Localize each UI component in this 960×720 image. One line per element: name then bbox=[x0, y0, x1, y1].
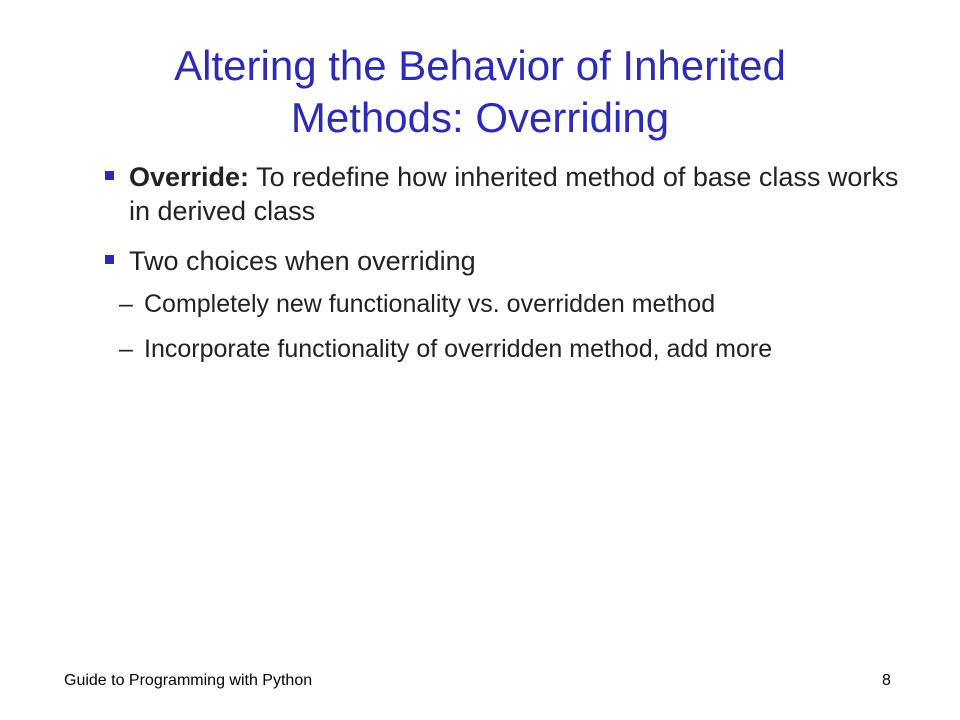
square-bullet-icon bbox=[105, 255, 114, 264]
slide-title-line-2: Methods: Overriding bbox=[290, 94, 670, 141]
sub-bullet-text: Incorporate functionality of overridden method, add more bbox=[144, 335, 773, 363]
slide-content bbox=[105, 160, 905, 378]
bullet-override bbox=[105, 160, 905, 228]
footer-book-title: Guide to Programming with Python bbox=[64, 672, 313, 689]
bullet-two-choices bbox=[105, 244, 905, 278]
slide-title bbox=[80, 40, 880, 144]
dash-bullet: – bbox=[119, 335, 133, 363]
bullet-term: Override: bbox=[129, 162, 250, 192]
bullet-text: To redefine how inherited method of base class works in derived class bbox=[129, 162, 899, 226]
sub-bullet-new-functionality bbox=[105, 288, 905, 320]
sub-bullet-incorporate-functionality bbox=[105, 333, 905, 365]
square-bullet-icon bbox=[105, 171, 114, 180]
bullet-text: Two choices when overriding bbox=[129, 246, 476, 276]
dash-bullet: – bbox=[119, 290, 133, 318]
slide-title-line-1: Altering the Behavior of Inherited bbox=[174, 42, 786, 89]
page-number: 8 bbox=[882, 672, 891, 689]
sub-bullet-text: Completely new functionality vs. overridden method bbox=[144, 290, 716, 318]
